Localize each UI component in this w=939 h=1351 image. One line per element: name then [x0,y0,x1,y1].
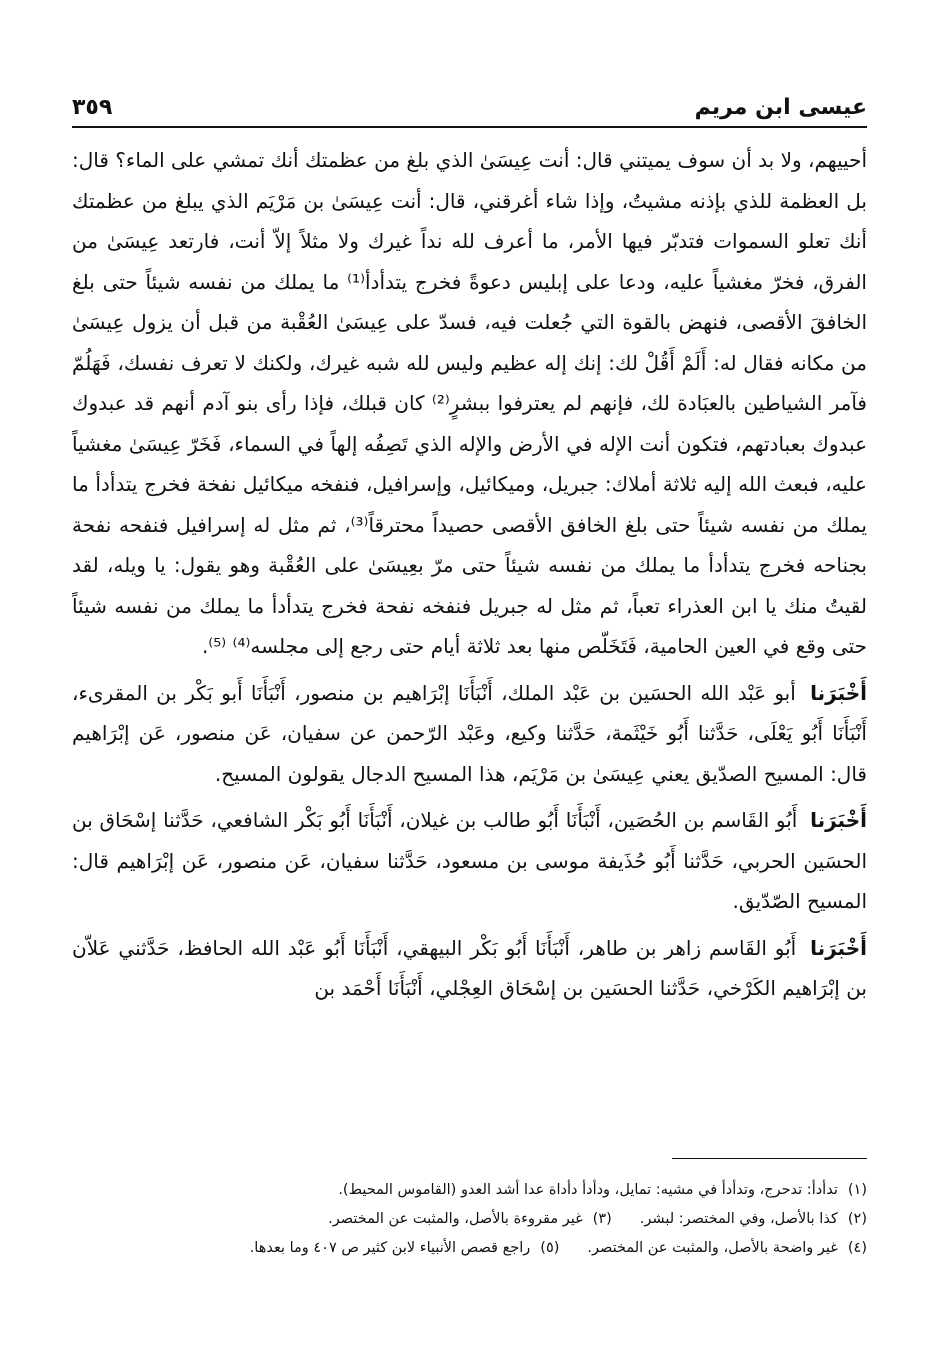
footnote [250,1234,560,1263]
running-title: عيسى ابن مريم [694,95,867,120]
paragraph [72,800,867,922]
paragraph [72,928,867,1009]
footnote-row [72,1176,867,1205]
footnote-number: (٤) [847,1240,867,1256]
paragraph-text: أحييهم، ولا بد أن سوف يميتني قال: أنت عِيسَىٰ الذي بلغ من عظمتك أنك تمشي على الماء؟ قال: بل العظمة للذي بإذنه مشيتُ، وإذا شاء أغرقني، قال: أنت عِيسَىٰ بن مَرْيَم الذي يبلغ من عظمتك أنك تعلو السموات فتدبّر فيها الأمر، ما أعرف لله نداً غيرك ولا مثلاً إلاّ أنت، فارتعد عِيسَىٰ من الفرق، فخرّ مغشياً عليه، ودعا على إبليس دعوةً فخرج يتدأدأ⁽¹⁾ ما يملك من نفسه شيئاً حتى بلغ الخافقَ الأقصى، فنهض بالقوة التي جُعلت فيه، فسدّ على عِيسَىٰ العُقْبة من قبل أن يزول عِيسَىٰ من مكانه فقال له: أَلَمْ أَقُلْ لك: إنك إله عظيم وليس لله شبه غيرك، ولكنك لا تعرف نفسك، فَهَلُمّ فآمر الشياطين بالعبَادة لك، فإنهم لم يعترفوا ببشرٍ⁽²⁾ كان قبلك، فإذا رأى بنو آدم أنهم قد عبدوك عبدوك بعبادتهم، فتكون أنت الإله في الأرض والإله الذي تَصِفُه إلهاً في السماء، فَخَرّ عِيسَىٰ مغشياً عليه، فبعث الله إليه ثلاثة أملاك: جبريل، وميكائيل، وإسرافيل، فنفخه ميكائيل نفخة فخرج يتدأدأ ما يملك من نفسه شيئاً حتى بلغ الخافق الأقصى حصيداً محترقاً⁽³⁾، ثم مثل له إسرافيل فنفحه نفحة بجناحه فخرج يتدأدأ ما يملك من نفسه شيئاً حتى مرّ بعِيسَىٰ على العُقْبة وهو يقول: يا ويله، لقد لقيتُ منك يا ابن العذراء تعباً، ثم مثل له جبريل فنفخه نفحة فخرج يتدأدأ ما يملك من نفسه شيئاً حتى وقع في العين الحامية، فَتَخَلّص منها بعد ثلاثة أيام حتى رجع إلى مجلسه⁽⁴⁾ ⁽⁵⁾. [72,148,867,658]
footnotes [72,1176,867,1263]
footnote [328,1205,612,1234]
footnote-row [72,1234,867,1263]
paragraph-text: أَبُو القَاسم بن الحُصَين، أَنْبَأَنَا أَبُو طالب بن غيلان، أَنْبَأَنَا أَبُو بَكْر الشافعي، حَدَّثنا إسْحَاق بن الحسَين الحربي، حَدَّثنا أَبُو حُذَيفة موسى بن مسعود، حَدَّثنا سفيان، عَن منصور، عَن إبْرَاهيم قال: المسيح الصّدّيق. [72,808,867,913]
paragraph [72,673,867,795]
footnote [338,1176,867,1205]
footnote-text: تدأدأ: تدحرج، وتدأدأ في مشيه: تمايل، ودأدأ دأداة عدا أشد العدو (القاموس المحيط). [338,1182,838,1198]
paragraph [72,140,867,667]
footnote-number: (١) [847,1182,867,1198]
header-rule [72,126,867,128]
footnote-number: (٣) [592,1211,612,1227]
footnote-row [72,1205,867,1234]
footnote-text: غير واضحة بالأصل، والمثبت عن المختصر. [587,1240,838,1256]
footnote-number: (٥) [540,1240,560,1256]
footnote [587,1234,867,1263]
page-header [72,86,867,120]
footnote-separator [672,1158,867,1159]
paragraph-text: أَبُو القَاسم زاهر بن طاهر، أَنْبَأَنَا أَبُو بَكْر البيهقي، أَنْبَأَنَا أَبُو عَبْد الله الحافظ، حَدَّثني عَلاّن بن إبْرَاهيم الكَرْخي، حَدَّثنا الحسَين بن إسْحَاق العِجْلي، أَنْبَأَنَا أَحْمَد بن [72,935,867,1000]
footnote [640,1205,867,1234]
paragraph-lead: أَخْبَرَنا [810,935,867,960]
paragraph-lead: أَخْبَرَنا [810,680,867,705]
paragraph-text: أبو عَبْد الله الحسَين بن عَبْد الملك، أَنْبَأَنَا إبْرَاهيم بن منصور، أَنْبَأَنَا أَبو بَكْر بن المقرىء، أَنْبَأَنَا أَبُو يَعْلَى، حَدَّثنا أَبُو خَيْثَمة، حَدَّثنا وكيع، وعَبْد الرّحمن عن سفيان، عَن منصور، عَن إبْرَاهيم قال: المسيح الصدّيق يعني عِيسَىٰ بن مَرْيَم، هذا المسيح الدجال يقولون المسيح. [72,680,867,786]
paragraph-lead: أَخْبَرَنا [810,808,867,832]
page-number: ٣٥٩ [72,95,113,120]
footnote-text: غير مقروءة بالأصل، والمثبت عن المختصر. [328,1211,583,1227]
footnote-number: (٢) [847,1211,867,1227]
footnote-text: راجع قصص الأنبياء لابن كثير ص ٤٠٧ وما بعدها. [249,1240,531,1256]
main-text [72,140,867,1140]
footnote-text: كذا بالأصل، وفي المختصر: لبشر. [639,1211,838,1227]
